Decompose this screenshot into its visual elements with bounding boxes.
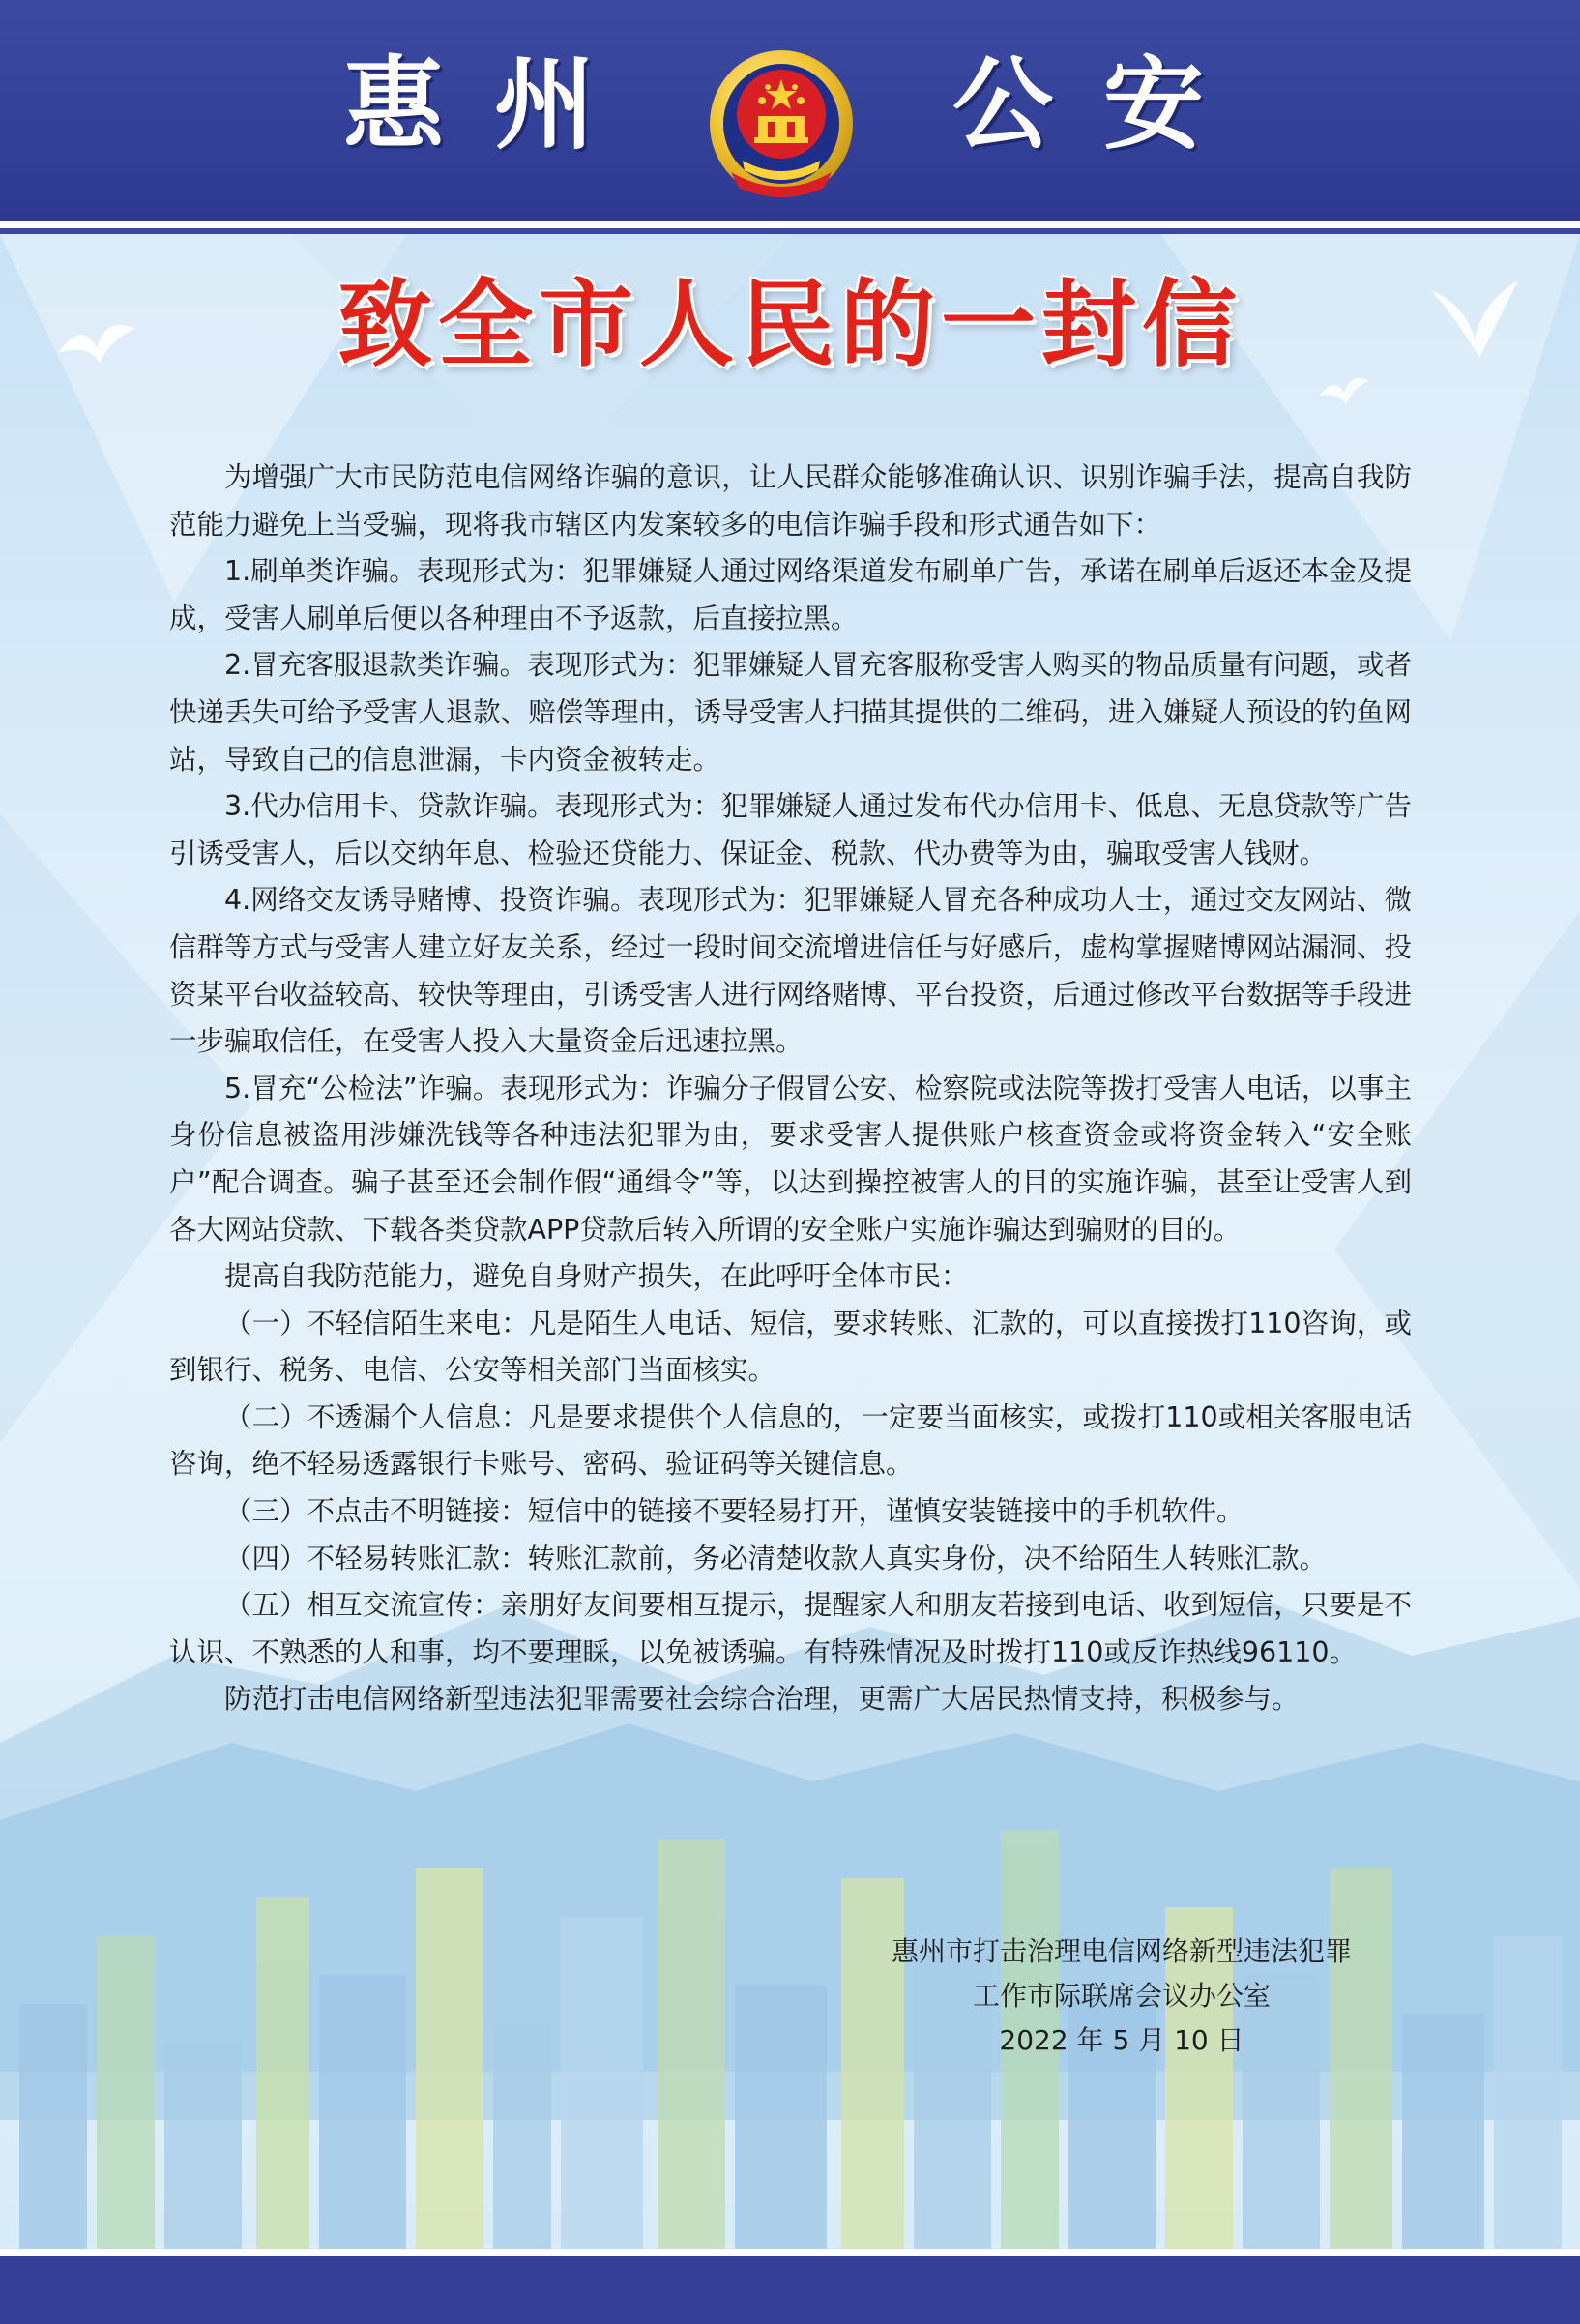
police-emblem-icon — [704, 37, 859, 201]
header-title-right: 公安 — [952, 44, 1255, 163]
signature-org-line2: 工作市际联席会议办公室 — [972, 1980, 1271, 2012]
letter-paragraph: （一）不轻信陌生来电：凡是陌生人电话、短信，要求转账、汇款的，可以直接拨打110咨询，或到银行、税务、电信、公安等相关部门当面核实。 — [169, 1307, 1412, 1387]
letter-body — [169, 455, 1412, 1723]
letter-paragraph: （五）相互交流宣传：亲朋好友间要相互提示，提醒家人和朋友若接到电话、收到短信，只要是不认识、不熟悉的人和事，均不要理睬，以免被诱骗。有特殊情况及时拨打110或反诈热线96110。 — [169, 1589, 1412, 1668]
letter-paragraph: （三）不点击不明链接：短信中的链接不要轻易打开，谨慎安装链接中的手机软件。 — [224, 1495, 1244, 1528]
letter-paragraph: 5.冒充“公检法”诈骗。表现形式为：诈骗分子假冒公安、检察院或法院等拨打受害人电话，以事主身份信息被盗用涉嫌洗钱等各种违法犯罪为由，要求受害人提供账户核查资金或将资金转入“安全账户”配合调查。骗子甚至还会制作假“通缉令”等，以达到操控被害人的目的实施诈骗，甚至让受害人到各大网站贷款、下载各类贷款APP贷款后转入所谓的安全账户实施诈骗达到骗财的目的。 — [169, 1072, 1412, 1246]
footer-band — [0, 2256, 1580, 2324]
signature-block — [832, 1929, 1412, 2063]
letter-paragraph: 为增强广大市民防范电信网络诈骗的意识，让人民群众能够准确认识、识别诈骗手法，提高自我防范能力避免上当受骗，现将我市辖区内发案较多的电信诈骗手段和形式通告如下： — [169, 461, 1412, 541]
header-divider — [0, 221, 1580, 228]
letter-paragraph: （二）不透漏个人信息：凡是要求提供个人信息的，一定要当面核实，或拨打110或相关客服电话咨询，绝不轻易透露银行卡账号、密码、验证码等关键信息。 — [169, 1400, 1412, 1481]
letter-paragraph: （四）不轻易转账汇款：转账汇款前，务必清楚收款人真实身份，决不给陌生人转账汇款。 — [224, 1542, 1328, 1574]
letter-paragraph: 2.冒充客服退款类诈骗。表现形式为：犯罪嫌疑人冒充客服称受害人购买的物品质量有问题，或者快递丢失可给予受害人退款、赔偿等理由，诱导受害人扫描其提供的二维码，进入嫌疑人预设的钓鱼网站，导致自己的信息泄漏，卡内资金被转走。 — [169, 649, 1412, 776]
signature-date: 2022 年 5 月 10 日 — [999, 2024, 1244, 2056]
letter-paragraph: 1.刷单类诈骗。表现形式为：犯罪嫌疑人通过网络渠道发布刷单广告，承诺在刷单后返还本金及提成，受害人刷单后便以各种理由不予返款，后直接拉黑。 — [169, 555, 1412, 634]
letter-paragraph: 4.网络交友诱导赌博、投资诈骗。表现形式为：犯罪嫌疑人冒充各种成功人士，通过交友网站、微信群等方式与受害人建立好友关系，经过一段时间交流增进信任与好感后，虚构掌握赌博网站漏洞、投资某平台收益较高、较快等理由，引诱受害人进行网络赌博、平台投资，后通过修改平台数据等手段进一步骗取信任，在受害人投入大量资金后迅速拉黑。 — [169, 884, 1412, 1058]
letter-paragraph: 提高自我防范能力，避免自身财产损失，在此呼吁全体市民： — [224, 1260, 969, 1293]
header-divider-blue — [0, 228, 1580, 234]
signature-org-line1: 惠州市打击治理电信网络新型违法犯罪 — [891, 1935, 1352, 1967]
letter-paragraph: 3.代办信用卡、贷款诈骗。表现形式为：犯罪嫌疑人通过发布代办信用卡、低息、无息贷款等广告引诱受害人，后以交纳年息、检验还贷能力、保证金、税款、代办费等为由，骗取受害人钱财。 — [169, 790, 1412, 869]
header-title-left: 惠州 — [343, 44, 646, 163]
letter-paragraph: 防范打击电信网络新型违法犯罪需要社会综合治理，更需广大居民热情支持，积极参与。 — [224, 1683, 1300, 1716]
letter-heading: 致全市人民的一封信 — [336, 269, 1243, 380]
footer-divider — [0, 2249, 1580, 2256]
